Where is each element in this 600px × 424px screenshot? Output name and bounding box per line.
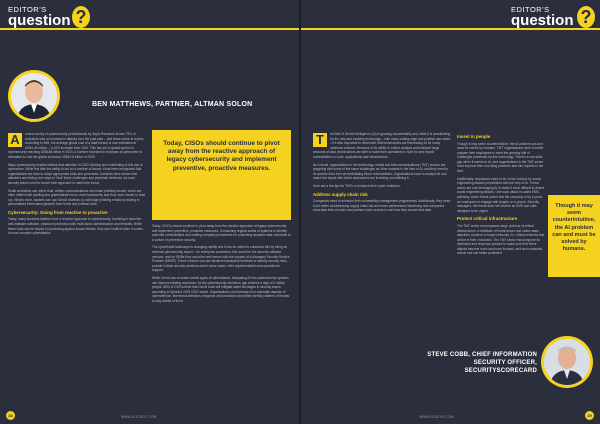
brand-logo bbox=[511, 5, 592, 29]
left-column-2 bbox=[152, 224, 291, 307]
dropcap: A bbox=[8, 133, 22, 147]
question-mark-icon: ? bbox=[577, 6, 595, 28]
paragraph: While GenAI can increase certain types of cyberattacks, integrating AI into cybersecurity systems can improve existing resources. As the cybersecurity workforce gap reaches a high of 4 million people, 86% of CISOs think that GenAI tools will mitigate talent shortages in security teams, according to Splunk's 2023 CISO report. Organisations can leverage AI to automate aspects of cyberdefence, like threat detection, response and prediction and better identify patterns of threats to stay ahead of them. bbox=[152, 275, 290, 303]
section-heading: Protect critical infrastructure bbox=[457, 216, 518, 222]
dropcap: T bbox=[313, 133, 327, 147]
brand-small: EDITOR'S bbox=[8, 5, 47, 14]
footer-url: WWW.EDUEXIT.COM bbox=[419, 415, 454, 419]
paragraph: The TMT sector encompasses large portions of critical infrastructure. A multitude of threat actors and nation-state attackers continue to target networks, AI, critical networks that will be in their crosshairs. The TMT sector must improve its defensive and response posture to make sure that these attacks become more and more focused, and such networks critical and can better protected. bbox=[457, 223, 545, 256]
header-stripe bbox=[0, 28, 299, 30]
avatar bbox=[11, 73, 57, 119]
question-mark-icon: ? bbox=[72, 6, 90, 28]
byline-line-1: STEVE COBB, CHIEF INFORMATION bbox=[427, 352, 537, 358]
brand-logo bbox=[8, 5, 87, 29]
author-portrait bbox=[11, 73, 57, 119]
paragraph: Many cybersecurity experts believe that attention in CISO thinking are contributing to this rise in cybercrime. While this aids the ability to act on a number of issues, it has been recognised that organisations are slow to adopt appropriate tools and processes. Incidents have shown that attackers are finding new ways to 'lock' these challenges and penetrate defences. As such, security teams need to evolve their approach to match the threat. bbox=[8, 162, 143, 185]
author-avatar-frame bbox=[541, 336, 593, 388]
paragraph: Small schedules can mirror fluid, written communications and make phishing emails, which are often riddled with spelling and grammatical errors, more trustworthy and thus more harder to read out. What's more, hackers can use GenAI chatbots to craft large phishing emails by adding in personalised information gleaned from forms and political hubs. bbox=[8, 188, 146, 207]
right-page bbox=[301, 0, 600, 424]
page-number: 28 bbox=[6, 411, 15, 420]
left-page bbox=[0, 0, 299, 424]
paragraph: he field of GenAI intelligence (AI) is growing exponentially and, while it is accelerating for the new and evolving technology – with many cutting-edge and positive use cases – it's also important to remember that threat actors are harnessing AI for many nefarious reasons. Because of its ability to collect, analyse and interpret large amounts of data, threat actors are able to scale their operations to hunt for and exploit vulnerabilities in code, applications and infrastructure. bbox=[313, 132, 451, 159]
paragraph: Additionally, employees need to be on the lookout for social engineering attacks perpetrated with the help of AI. Threat actors are now leveraging AI to make it more difficult to detect social engineering attacks. One such attack is called SMS-phishing, where threat actors text the company to try to pose as employees to engage with targets on a phone. Security managers, the threat actor will receive an SMS and calls designed to be urgent. bbox=[457, 176, 544, 213]
section-heading: Cybersecurity: Going from reactive to proactive bbox=[8, 209, 108, 215]
paragraph: Companies need to enhance their vulnerability management programmes. Additionally, they need to be better at addressing supply chain risk and more performance baselining and companies what data their vendors and partners have access to and how they access that data. bbox=[313, 199, 451, 213]
paragraph: Today, many business leaders have a reactive approach to cybersecurity, investing in tools like anti-malware software, password protection with multi-factor authentication and firewalls. While these tools can be helpful for protecting against known threats, they won't suffice when it comes to more complex cyberattacks. bbox=[8, 217, 143, 236]
brand-small: EDITOR'S bbox=[511, 5, 550, 14]
right-column-1 bbox=[313, 132, 451, 216]
paragraph: The cyberthreat landscape is changing rapidly and it can be useful to outsource this by hiring an external cybersecurity expert – for enterprise customers, this would be the security software vendors, and for SMBs they would be well served with the support of a Managed Security Service Provider (MSSP). These vendors can use advanced analytical methods to identify security risks, provide holistic security solutions and in some cases, offer implementation and operational support. bbox=[152, 245, 290, 273]
section-heading: Invest in people bbox=[457, 134, 491, 139]
author-avatar-frame bbox=[8, 70, 60, 122]
paragraph: Today, CISOs should continue to pivot away from the reactive approach of legacy cybersecurity and implement preventive, proactive measures. Conducting regular audits of systems to identify potential vulnerabilities and crafting company procedures for protecting sensitive data contribute to a culture of preventive security. bbox=[152, 224, 291, 242]
page-number: 29 bbox=[585, 411, 594, 420]
author-byline: BEN MATTHEWS, PARTNER, ALTMAN SOLON bbox=[92, 101, 253, 108]
header-stripe bbox=[301, 28, 600, 30]
brand-big: question bbox=[511, 11, 574, 29]
paragraph: Here are a few tips for TMTs to enhance their cyber resilience: bbox=[313, 183, 401, 188]
avatar bbox=[544, 339, 590, 385]
pull-quote bbox=[548, 195, 600, 277]
brand-big: question bbox=[8, 11, 71, 29]
footer-url: WWW.ELEDEXT.COM bbox=[121, 415, 157, 419]
paragraph: Though it may seem counterintuitive, the AI problem can and must be solved by humans. TMT organisations need to better prepare their employees to meet the growing tide of challenges presented by this technology. There's a real skills gap when it comes to AI, and organisations in the TMT sector must improve their recruiting practices and hire experts in the field. bbox=[457, 141, 544, 174]
section-heading: Address supply chain risk bbox=[313, 191, 368, 197]
right-column-2 bbox=[457, 132, 545, 259]
pull-quote bbox=[152, 130, 291, 220]
paragraph: recent survey of cybersecurity professionals by Sapio Research shows 75% of recipients saw an increase in attacks over the past year – and these come at a price. According to IBM, the average global cost of a data breach is now estimated at US$4.45 million – a 15% increase from 2020. This has led to global spend on cybersecurity reaching US$188 billion in 2023, a number expected to increase as cybercrime is estimated to cost the global economy US$10.5 trillion in 2025. bbox=[8, 132, 145, 159]
byline-line-2: SECURITY OFFICER, SECURITYSCORECARD bbox=[464, 360, 537, 374]
pull-quote-text: Though it may seem counterintuitive, the AI problem can and must be solved by humans. bbox=[552, 203, 596, 253]
pull-quote-text: Today, CISOs should continue to pivot away from the reactive approach of legacy cybersecurity and implement preventive, proactive measures. bbox=[163, 140, 280, 172]
author-portrait bbox=[544, 339, 590, 385]
left-column-1 bbox=[8, 132, 146, 239]
author-byline bbox=[401, 351, 537, 375]
paragraph: As a result, organisations in the technology, media and telecommunications (TMT) sectors are grappling with some of the same challenges as other markets in the face of AI, and they need to be quicker than ever at remediating those vulnerabilities. Organisations have to analyse AI and match the inputs with which adversaries are investing and utilising it. bbox=[313, 162, 449, 181]
